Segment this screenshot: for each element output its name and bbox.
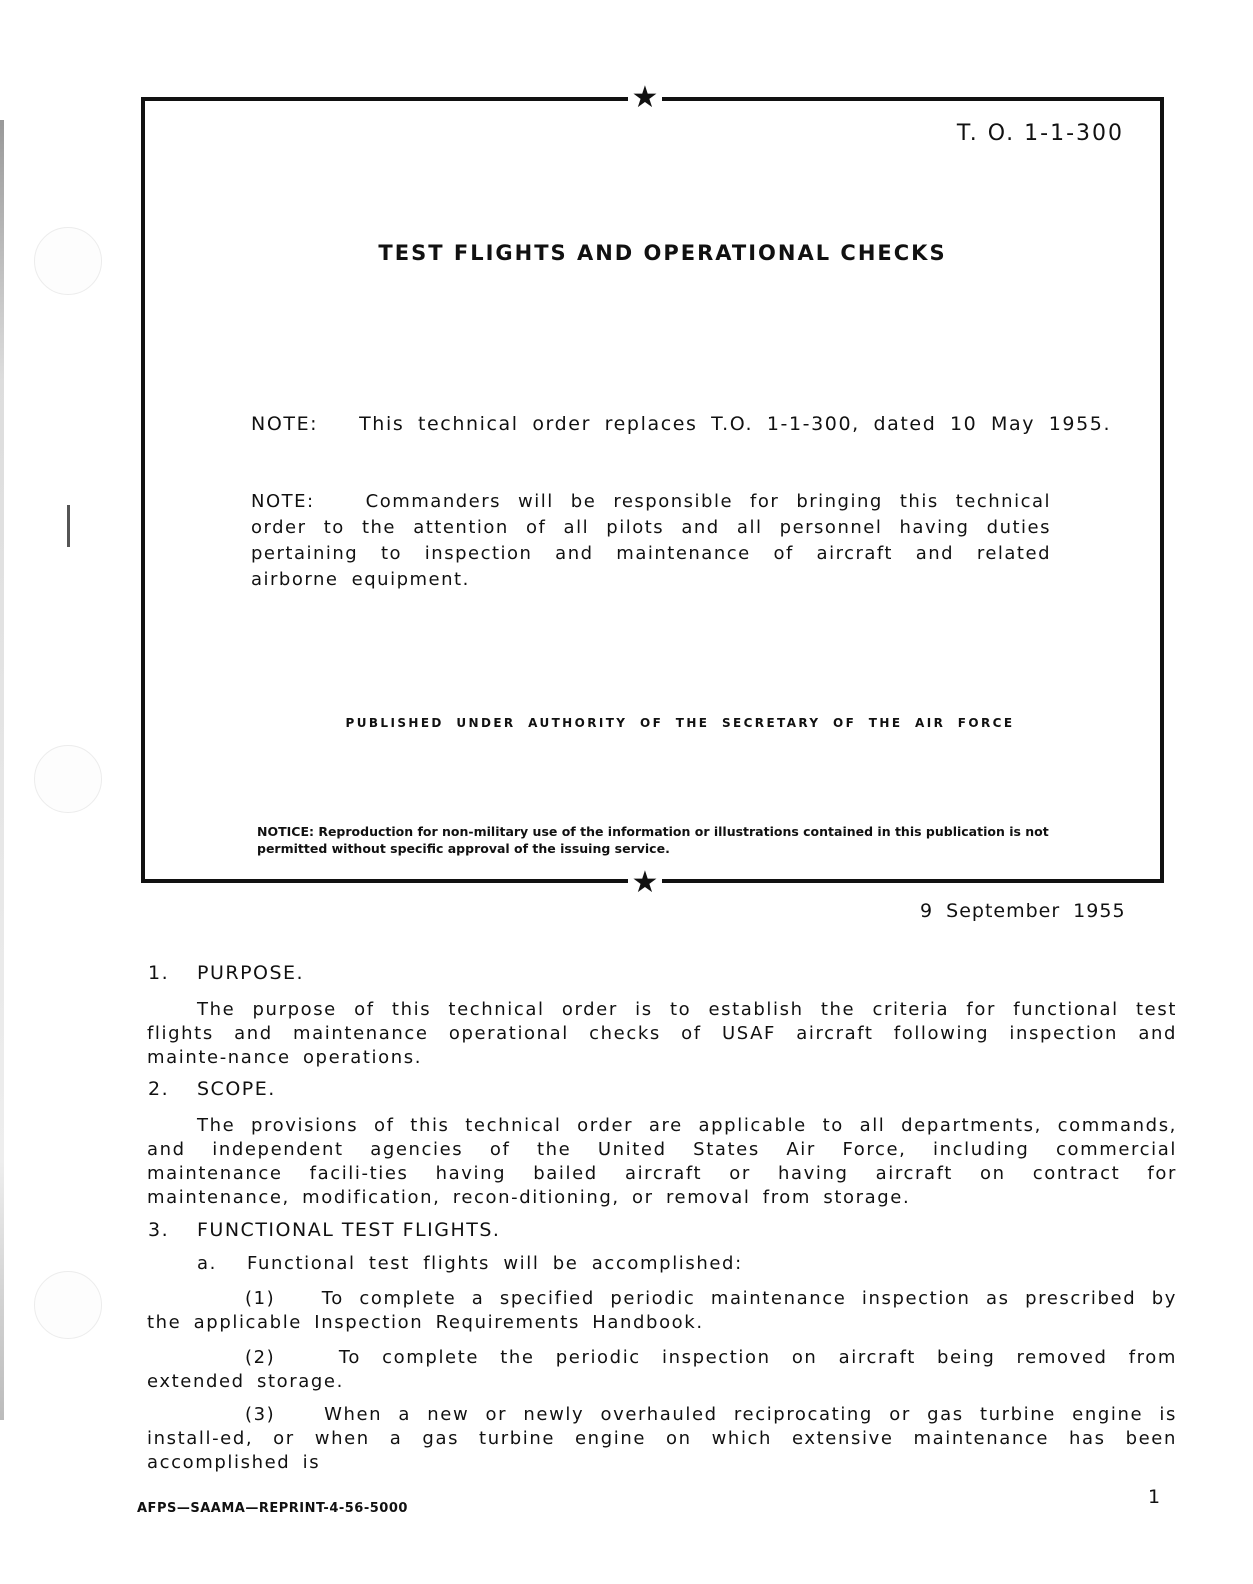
section-heading-purpose bbox=[148, 962, 304, 984]
section-heading-scope bbox=[148, 1078, 276, 1100]
section-heading-functional-test-flights bbox=[148, 1219, 500, 1241]
section-title: PURPOSE. bbox=[197, 962, 305, 984]
publication-date: 9 September 1955 bbox=[920, 900, 1126, 922]
item-number: (1) bbox=[245, 1288, 276, 1309]
section-title: SCOPE. bbox=[197, 1078, 276, 1100]
item-text: When a new or newly overhauled reciprocating or gas turbine engine is install-ed, or when a gas turbine engine on which extensive maintenance has been accomplished is bbox=[147, 1404, 1177, 1473]
star-icon-top: ★ bbox=[628, 83, 662, 113]
staple-mark bbox=[67, 505, 70, 547]
authority-line: PUBLISHED UNDER AUTHORITY OF THE SECRETARY OF THE AIR FORCE bbox=[345, 716, 1015, 730]
paragraph-text: The provisions of this technical order are applicable to all departments, commands, and independent agencies of the United States Air Force, including commercial maintenance facili-ties having bailed aircraft or having aircraft on contract for maintenance, modification, recon-ditioning, or removal from storage. bbox=[147, 1115, 1177, 1208]
list-item bbox=[147, 1346, 1177, 1394]
item-text: To complete a specified periodic maintenance inspection as prescribed by the applicable Inspection Requirements Handbook. bbox=[147, 1288, 1177, 1333]
binder-hole-top bbox=[34, 227, 102, 295]
page-edge-shadow bbox=[0, 120, 4, 1420]
subsection-number: a. bbox=[197, 1253, 217, 1274]
subsection-text: Functional test flights will be accomplished: bbox=[247, 1253, 743, 1274]
note-commanders: NOTE: Commanders will be responsible for bringing this technical order to the attention of all pilots and all personnel having duties pertaining to inspection and maintenance of aircraft and related airborne equipment. bbox=[251, 491, 1065, 590]
cover-box bbox=[141, 80, 1164, 900]
section-number: 3. bbox=[148, 1219, 170, 1241]
section-title: FUNCTIONAL TEST FLIGHTS. bbox=[197, 1219, 501, 1241]
item-text: To complete the periodic inspection on aircraft being removed from extended storage. bbox=[147, 1347, 1177, 1392]
list-item bbox=[147, 1403, 1177, 1475]
item-number: (3) bbox=[245, 1404, 276, 1425]
section-paragraph-scope bbox=[147, 1114, 1177, 1210]
page-number: 1 bbox=[1148, 1486, 1161, 1508]
section-paragraph-purpose bbox=[147, 998, 1177, 1070]
binder-hole-middle bbox=[34, 745, 102, 813]
cover-title: TEST FLIGHTS AND OPERATIONAL CHECKS bbox=[378, 241, 947, 265]
star-icon-bottom: ★ bbox=[628, 868, 662, 898]
note-replacement: NOTE: This technical order replaces T.O. 1-1-300, dated 10 May 1955. bbox=[251, 413, 1112, 435]
paragraph-text: The purpose of this technical order is to establish the criteria for functional test flights and maintenance operational checks of USAF aircraft following inspection and mainte-nance operations. bbox=[147, 999, 1177, 1068]
section-number: 1. bbox=[148, 962, 170, 984]
section-number: 2. bbox=[148, 1078, 170, 1100]
subsection-a bbox=[197, 1253, 743, 1274]
to-number: T. O. 1-1-300 bbox=[956, 121, 1124, 146]
binder-hole-bottom bbox=[34, 1271, 102, 1339]
item-number: (2) bbox=[245, 1347, 276, 1368]
reprint-code: AFPS—SAAMA—REPRINT-4-56-5000 bbox=[137, 1501, 408, 1516]
list-item bbox=[147, 1287, 1177, 1335]
reproduction-notice: NOTICE: Reproduction for non-military use of the information or illustrations contained in this publication is not permitted without specific approval of the issuing service. bbox=[257, 824, 1049, 856]
